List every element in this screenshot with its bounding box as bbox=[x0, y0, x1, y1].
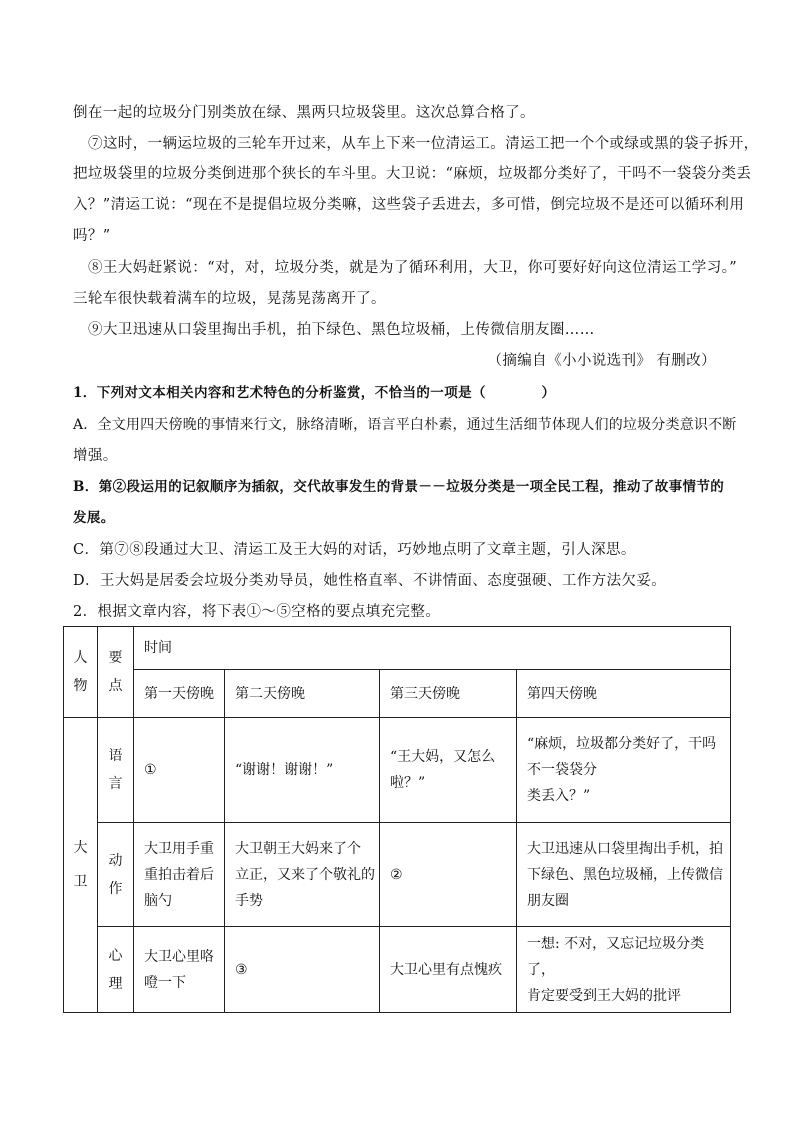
action-day-2: 大卫朝王大妈来了个 立正，又来了个敬礼的 手势 bbox=[225, 823, 380, 927]
mind-day-3: 大卫心里有点愧疚 bbox=[380, 927, 517, 1013]
row-label-mind: 心 理 bbox=[98, 927, 134, 1013]
option-c: C．第⑦⑧段通过大卫、清运工及王大妈的对话，巧妙地点明了文章主题，引人深思。 bbox=[73, 542, 636, 558]
header-day-1: 第一天傍晚 bbox=[134, 670, 225, 718]
header-day-4: 第四天傍晚 bbox=[517, 670, 731, 718]
mind-day-1: 大卫心里咯 噔一下 bbox=[134, 927, 225, 1013]
paragraph-7-line-3: 入？”清运工说：“现在不是提倡垃圾分类嘛，这些袋子丢进去，多可惜，倒完垃圾不是还可以循环利用 bbox=[73, 197, 745, 213]
option-b-line-1: B．第②段运用的记叙顺序为插叙，交代故事发生的背景－－垃圾分类是一项全民工程，推动了故事情节的 bbox=[73, 479, 725, 495]
speech-day-2: “谢谢！谢谢！” bbox=[225, 718, 380, 823]
header-point: 要 点 bbox=[98, 627, 134, 718]
paragraph-8-line-1: ⑧王大妈赶紧说：“对，对，垃圾分类，就是为了循环利用，大卫，你可要好好向这位清运工学习。” bbox=[88, 260, 738, 276]
question-1-stem: 1．下列对文本相关内容和艺术特色的分析鉴赏，不恰当的一项是（ ） bbox=[73, 385, 556, 401]
option-d: D．王大妈是居委会垃圾分类劝导员，她性格直率、不讲情面、态度强硬、工作方法欠妥。 bbox=[73, 573, 667, 589]
paragraph-6-end: 倒在一起的垃圾分门别类放在绿、黑两只垃圾袋里。这次总算合格了。 bbox=[73, 105, 535, 121]
action-day-3: ② bbox=[380, 823, 517, 927]
person-david: 大 卫 bbox=[64, 718, 98, 1013]
paragraph-8-line-2: 三轮车很快载着满车的垃圾，晃荡晃荡离开了。 bbox=[73, 291, 386, 307]
option-b-line-2: 发展。 bbox=[73, 510, 115, 526]
action-day-4: 大卫迅速从口袋里掏出手机，拍 下绿色、黑色垃圾桶，上传微信 朋友圈 bbox=[517, 823, 731, 927]
action-day-1: 大卫用手重 重拍击着后 脑勺 bbox=[134, 823, 225, 927]
paragraph-7-line-2: 把垃圾袋里的垃圾分类倒进那个狭长的车斗里。大卫说：“麻烦，垃圾都分类好了，干吗不一袋袋分类丢 bbox=[73, 166, 752, 182]
paragraph-7-line-1: ⑦这时，一辆运垃圾的三轮车开过来，从车上下来一位清运工。清运工把一个个或绿或黑的袋子拆开， bbox=[88, 136, 759, 152]
header-person: 人 物 bbox=[64, 627, 98, 718]
row-label-speech: 语 言 bbox=[98, 718, 134, 823]
header-time: 时间 bbox=[134, 627, 731, 670]
question-2-stem: 2．根据文章内容，将下表①～⑤空格的要点填充完整。 bbox=[73, 604, 441, 620]
header-day-2: 第二天傍晚 bbox=[225, 670, 380, 718]
row-label-action: 动 作 bbox=[98, 823, 134, 927]
answer-table bbox=[63, 626, 731, 1013]
speech-day-1: ① bbox=[134, 718, 225, 823]
mind-day-4: 一想: 不对，又忘记垃圾分类了， 肯定要受到王大妈的批评 bbox=[517, 927, 731, 1013]
option-a-line-1: A．全文用四天傍晚的事情来行文，脉络清晰，语言平白朴素，通过生活细节体现人们的垃圾分类意识不断 bbox=[73, 417, 737, 433]
mind-day-2: ③ bbox=[225, 927, 380, 1013]
paragraph-9: ⑨大卫迅速从口袋里掏出手机，拍下绿色、黑色垃圾桶，上传微信朋友圈…… bbox=[88, 322, 595, 338]
option-a-line-2: 增强。 bbox=[73, 448, 118, 464]
header-day-3: 第三天傍晚 bbox=[380, 670, 517, 718]
speech-day-3: “王大妈，又怎么 啦？” bbox=[380, 718, 517, 823]
paragraph-7-line-4: 吗？” bbox=[73, 228, 111, 244]
speech-day-4: “麻烦，垃圾都分类好了，干吗 不一袋袋分 类丢入？” bbox=[517, 718, 731, 823]
source-citation: （摘编自《小小说选刊》 有删改） bbox=[487, 353, 716, 369]
